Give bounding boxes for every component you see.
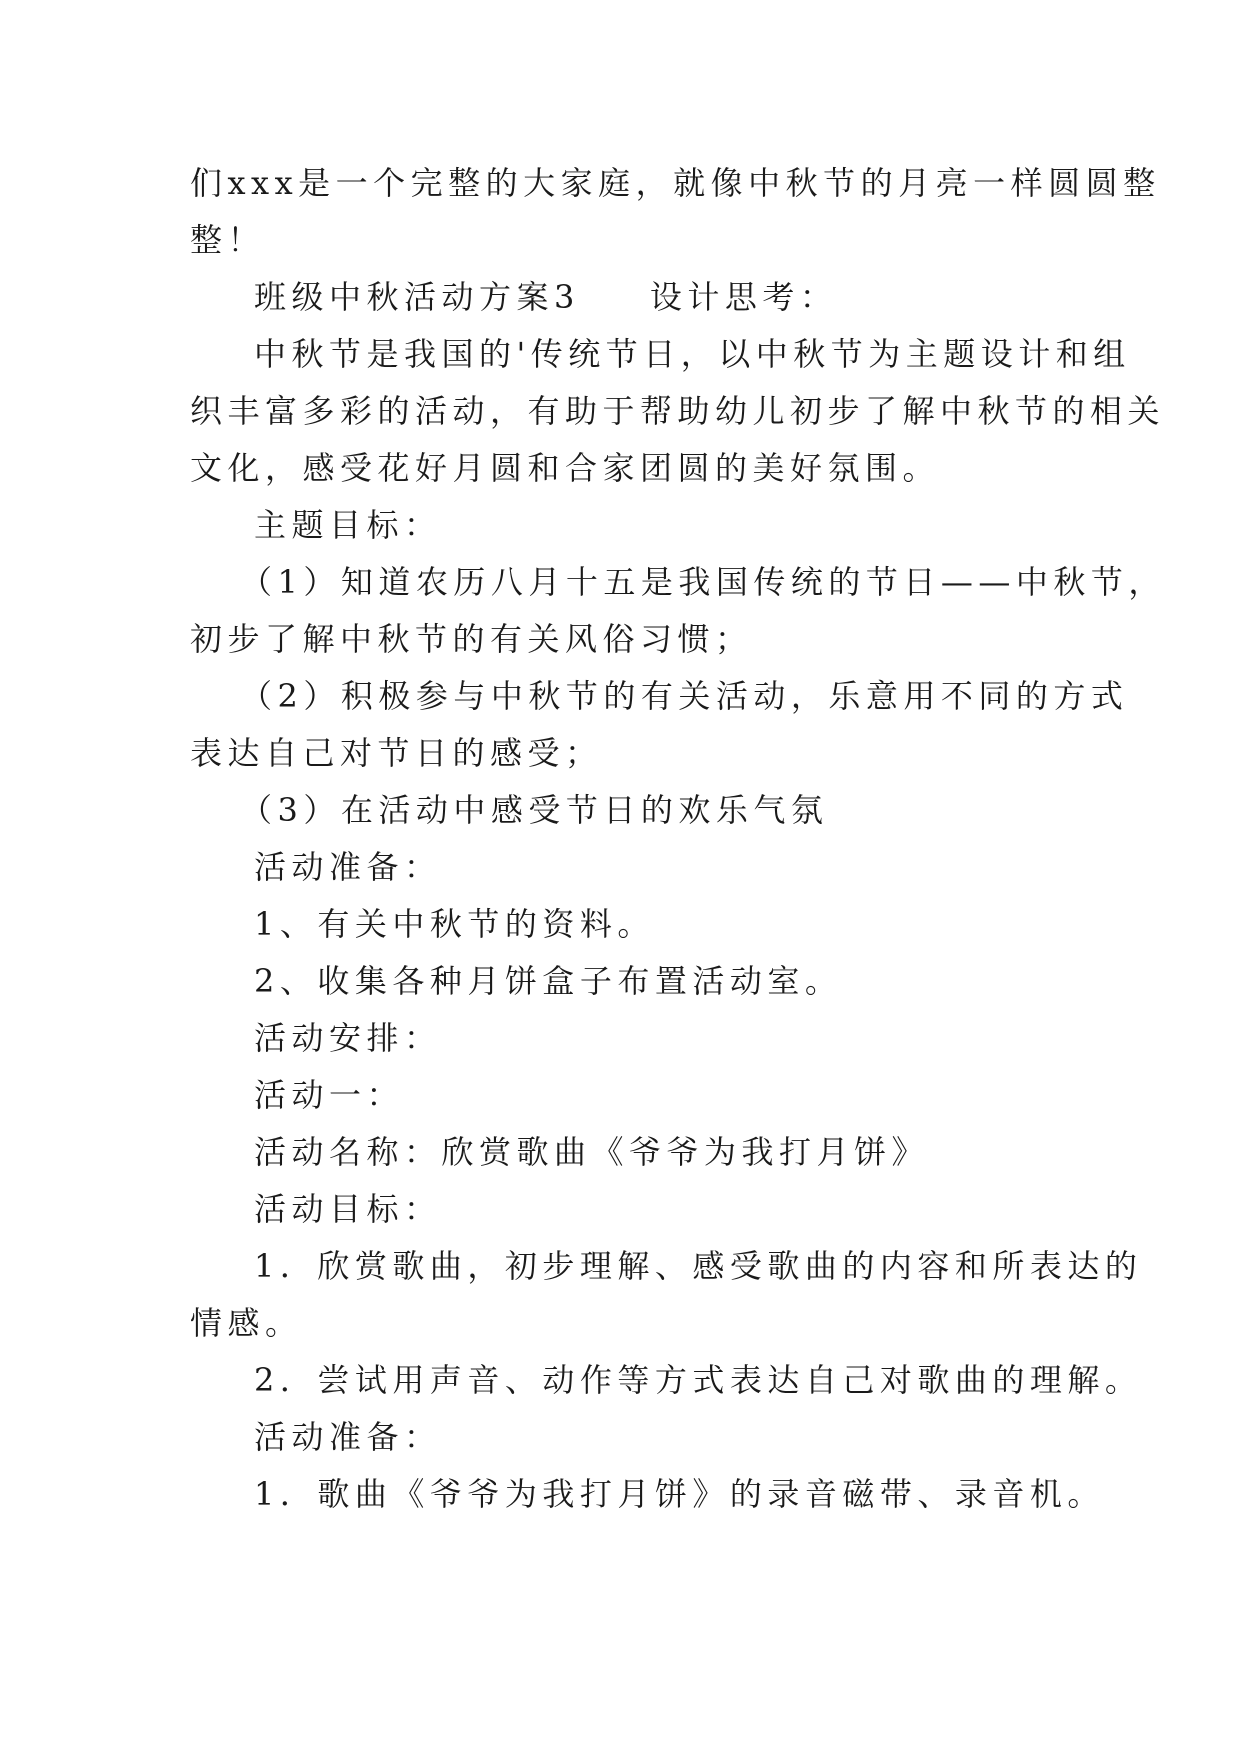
section-heading xyxy=(190,269,1050,326)
paragraph-line: 文化，感受花好月圆和合家团圆的美好氛围。 xyxy=(190,449,941,487)
heading-activity-one: 活动一： xyxy=(254,1076,405,1114)
list-item: 1．欣赏歌曲，初步理解、感受歌曲的内容和所表达的 xyxy=(254,1247,1143,1285)
list-item: （2）积极参与中秋节的有关活动，乐意用不同的方式 xyxy=(240,677,1129,715)
section-title: 班级中秋活动方案3 xyxy=(254,278,580,316)
heading-activity-schedule: 活动安排： xyxy=(254,1019,442,1057)
paragraph-line: 表达自己对节日的感受； xyxy=(190,734,603,772)
document-body xyxy=(190,155,1166,1523)
paragraph-line: 情感。 xyxy=(190,1304,303,1342)
paragraph-line: 们xxx是一个完整的大家庭，就像中秋节的月亮一样圆圆整 xyxy=(190,164,1161,202)
paragraph-line: 初步了解中秋节的有关风俗习惯； xyxy=(190,620,753,658)
section-subtitle: 设计思考： xyxy=(649,278,838,316)
heading-theme-goals: 主题目标： xyxy=(254,506,442,544)
list-item: 2、收集各种月饼盒子布置活动室。 xyxy=(254,962,843,1000)
heading-activity-prep: 活动准备： xyxy=(254,848,442,886)
list-item: 1、有关中秋节的资料。 xyxy=(254,905,655,943)
list-item: 2．尝试用声音、动作等方式表达自己对歌曲的理解。 xyxy=(254,1361,1143,1399)
paragraph-line: 中秋节是我国的'传统节日，以中秋节为主题设计和组 xyxy=(254,335,1131,373)
list-item: （1）知道农历八月十五是我国传统的节日——中秋节， xyxy=(240,563,1166,601)
heading-activity-prep-2: 活动准备： xyxy=(254,1418,442,1456)
activity-name: 活动名称：欣赏歌曲《爷爷为我打月饼》 xyxy=(254,1133,930,1171)
paragraph-line: 整！ xyxy=(190,221,266,259)
paragraph-line: 织丰富多彩的活动，有助于帮助幼儿初步了解中秋节的相关 xyxy=(190,392,1166,430)
list-item: （3）在活动中感受节日的欢乐气氛 xyxy=(240,791,829,829)
list-item: 1．歌曲《爷爷为我打月饼》的录音磁带、录音机。 xyxy=(254,1475,1105,1513)
heading-activity-goals: 活动目标： xyxy=(254,1190,442,1228)
